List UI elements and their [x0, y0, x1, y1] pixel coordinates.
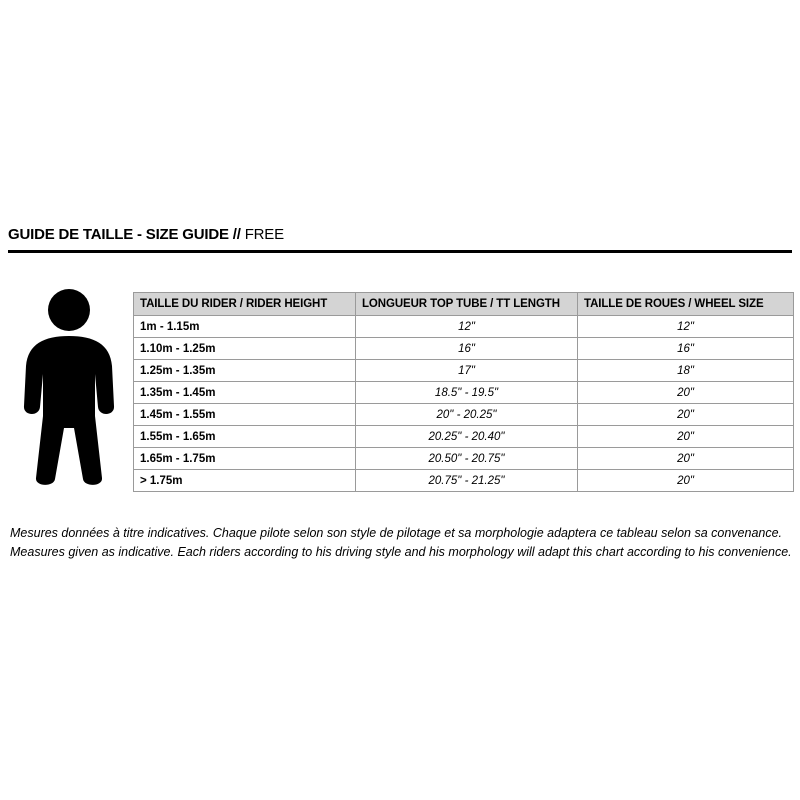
- title-divider: [8, 250, 792, 253]
- cell-rider-height: 1.10m - 1.25m: [134, 338, 356, 360]
- cell-rider-height: 1.45m - 1.55m: [134, 404, 356, 426]
- table-row: [134, 470, 794, 492]
- cell-tt-length: 20.75" - 21.25": [356, 470, 578, 492]
- cell-tt-length: 18.5" - 19.5": [356, 382, 578, 404]
- page-title-model: FREE: [244, 226, 284, 243]
- footnote-en: Measures given as indicative. Each riders according to his driving style and his morphology will adapt this chart according to his convenience.: [10, 545, 792, 559]
- cell-wheel-size: 18": [578, 360, 794, 382]
- column-header-tt-length: LONGUEUR TOP TUBE / TT LENGTH: [356, 293, 578, 316]
- cell-wheel-size: 20": [578, 426, 794, 448]
- cell-tt-length: 17": [356, 360, 578, 382]
- size-table-body: [134, 316, 794, 492]
- table-header-row: [134, 293, 794, 316]
- footnote-fr: Mesures données à titre indicatives. Chaque pilote selon son style de pilotage et sa morphologie adaptera ce tableau selon sa convenance.: [10, 526, 783, 540]
- cell-wheel-size: 12": [578, 316, 794, 338]
- table-row: [134, 448, 794, 470]
- page-title-separator: //: [232, 226, 241, 243]
- cell-wheel-size: 20": [578, 404, 794, 426]
- cell-rider-height: > 1.75m: [134, 470, 356, 492]
- cell-tt-length: 16": [356, 338, 578, 360]
- page-title-line: [8, 226, 792, 243]
- rider-silhouette-icon: [14, 288, 124, 488]
- table-row: [134, 382, 794, 404]
- column-header-rider-height: TAILLE DU RIDER / RIDER HEIGHT: [134, 293, 356, 316]
- footnotes: [10, 524, 790, 562]
- cell-rider-height: 1.25m - 1.35m: [134, 360, 356, 382]
- size-table-header: [134, 293, 794, 316]
- size-table-container: [133, 292, 793, 492]
- table-row: [134, 316, 794, 338]
- table-row: [134, 360, 794, 382]
- page-title: [8, 226, 792, 243]
- cell-tt-length: 20.50" - 20.75": [356, 448, 578, 470]
- page-title-main: GUIDE DE TAILLE - SIZE GUIDE: [8, 226, 229, 243]
- cell-tt-length: 12": [356, 316, 578, 338]
- cell-wheel-size: 16": [578, 338, 794, 360]
- cell-tt-length: 20" - 20.25": [356, 404, 578, 426]
- table-row: [134, 426, 794, 448]
- cell-rider-height: 1.35m - 1.45m: [134, 382, 356, 404]
- cell-wheel-size: 20": [578, 470, 794, 492]
- cell-rider-height: 1m - 1.15m: [134, 316, 356, 338]
- table-row: [134, 338, 794, 360]
- cell-wheel-size: 20": [578, 382, 794, 404]
- cell-rider-height: 1.55m - 1.65m: [134, 426, 356, 448]
- cell-rider-height: 1.65m - 1.75m: [134, 448, 356, 470]
- cell-wheel-size: 20": [578, 448, 794, 470]
- size-table: [133, 292, 794, 492]
- cell-tt-length: 20.25" - 20.40": [356, 426, 578, 448]
- table-row: [134, 404, 794, 426]
- column-header-wheel-size: TAILLE DE ROUES / WHEEL SIZE: [578, 293, 794, 316]
